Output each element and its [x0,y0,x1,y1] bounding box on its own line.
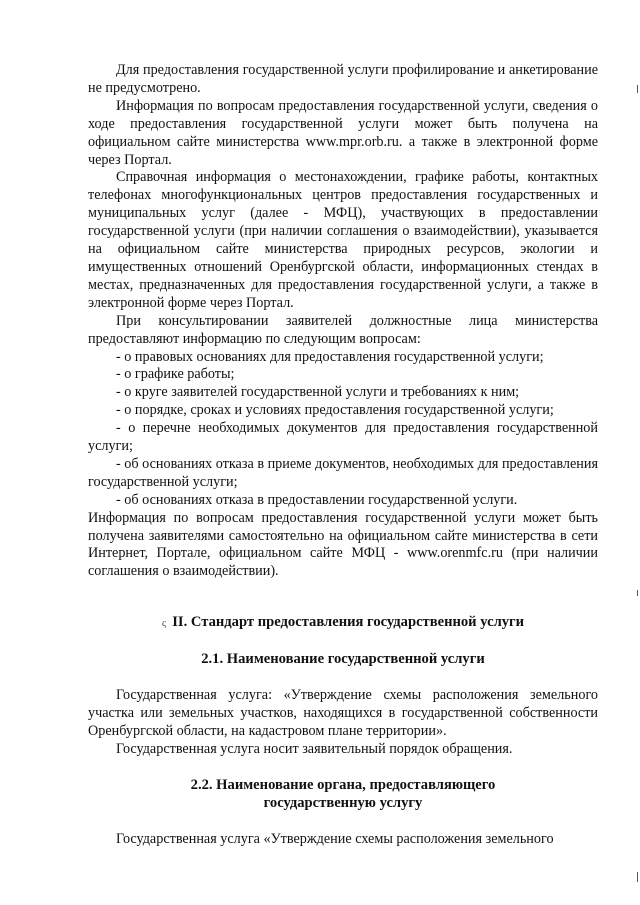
paragraph-profiling: Для предоставления государственной услуги профилирование и анкетирование не предусмотрено. [88,62,598,96]
scan-edge-line [637,872,638,882]
scan-mark: ς [161,617,167,630]
list-item: - об основаниях отказа в предоставлении государственной услуги. [116,491,518,508]
section-heading-text: II. Стандарт предоставления государственной услуги [172,614,525,631]
subsection-heading-2-2 [88,777,598,813]
document-page [88,62,598,848]
list-item: - о перечне необходимых документов для предоставления государственной услуги; [88,420,598,455]
paragraph-self-info: Информация по вопросам предоставления государственной услуги может быть получена заявителями самостоятельно на официальном сайте министерства в сети Интернет, Портале, официальном сайте МФЦ - www.orenmfc.ru (при наличии соглашения о взаимодействии). [88,509,598,580]
paragraph-service-name: Государственная услуга: «Утверждение схемы расположения земельного участка или земельных участков, находящихся в государственной собственности Оренбургской области, на кадастровом плане территории». [88,687,598,739]
paragraph-info-website: Информация по вопросам предоставления государственной услуги, сведения о ходе предоставления государственной услуги может быть получена на официальном сайте министерства www.mpr.orb.ru. а также в электронной форме через Портал. [88,97,598,168]
subsection-heading-2-2-line1: 2.2. Наименование органа, предоставляющего [190,776,496,793]
paragraph-service-authority: Государственная услуга «Утверждение схемы расположения земельного [116,830,554,847]
paragraph-application-order: Государственная услуга носит заявительный порядок обращения. [116,740,513,757]
list-item: - о порядке, сроках и условиях предоставления государственной услуги; [116,402,554,419]
paragraph-consulting: При консультировании заявителей должностные лица министерства предоставляют информацию по следующим вопросам: [88,312,598,347]
list-item: - о графике работы; [116,366,235,383]
list-item: - о круге заявителей государственной услуги и требованиях к ним; [116,384,520,401]
subsection-heading-2-2-line2: государственную услугу [263,794,423,811]
section-heading [88,614,598,633]
subsection-heading-2-1: 2.1. Наименование государственной услуги [201,651,485,668]
list-item: - о правовых основаниях для предоставления государственной услуги; [116,348,544,365]
paragraph-reference-info: Справочная информация о местонахождении, графике работы, контактных телефонах многофункциональных центров предоставления государственных и муниципальных услуг (далее - МФЦ), участвующих в предоставлении государственной услуги (при наличии соглашения о взаимодействии), указывается на официальном сайте министерства природных ресурсов, экологии и имущественных отношений Оренбургской области, информационных стендах в местах, предназначенных для предоставления государственной услуги, а также в электронной форме через Портал. [88,169,598,311]
scan-edge-line [637,590,638,596]
scan-edge-line [637,85,638,93]
list-item: - об основаниях отказа в приеме документов, необходимых для предоставления государственной услуги; [88,455,598,490]
